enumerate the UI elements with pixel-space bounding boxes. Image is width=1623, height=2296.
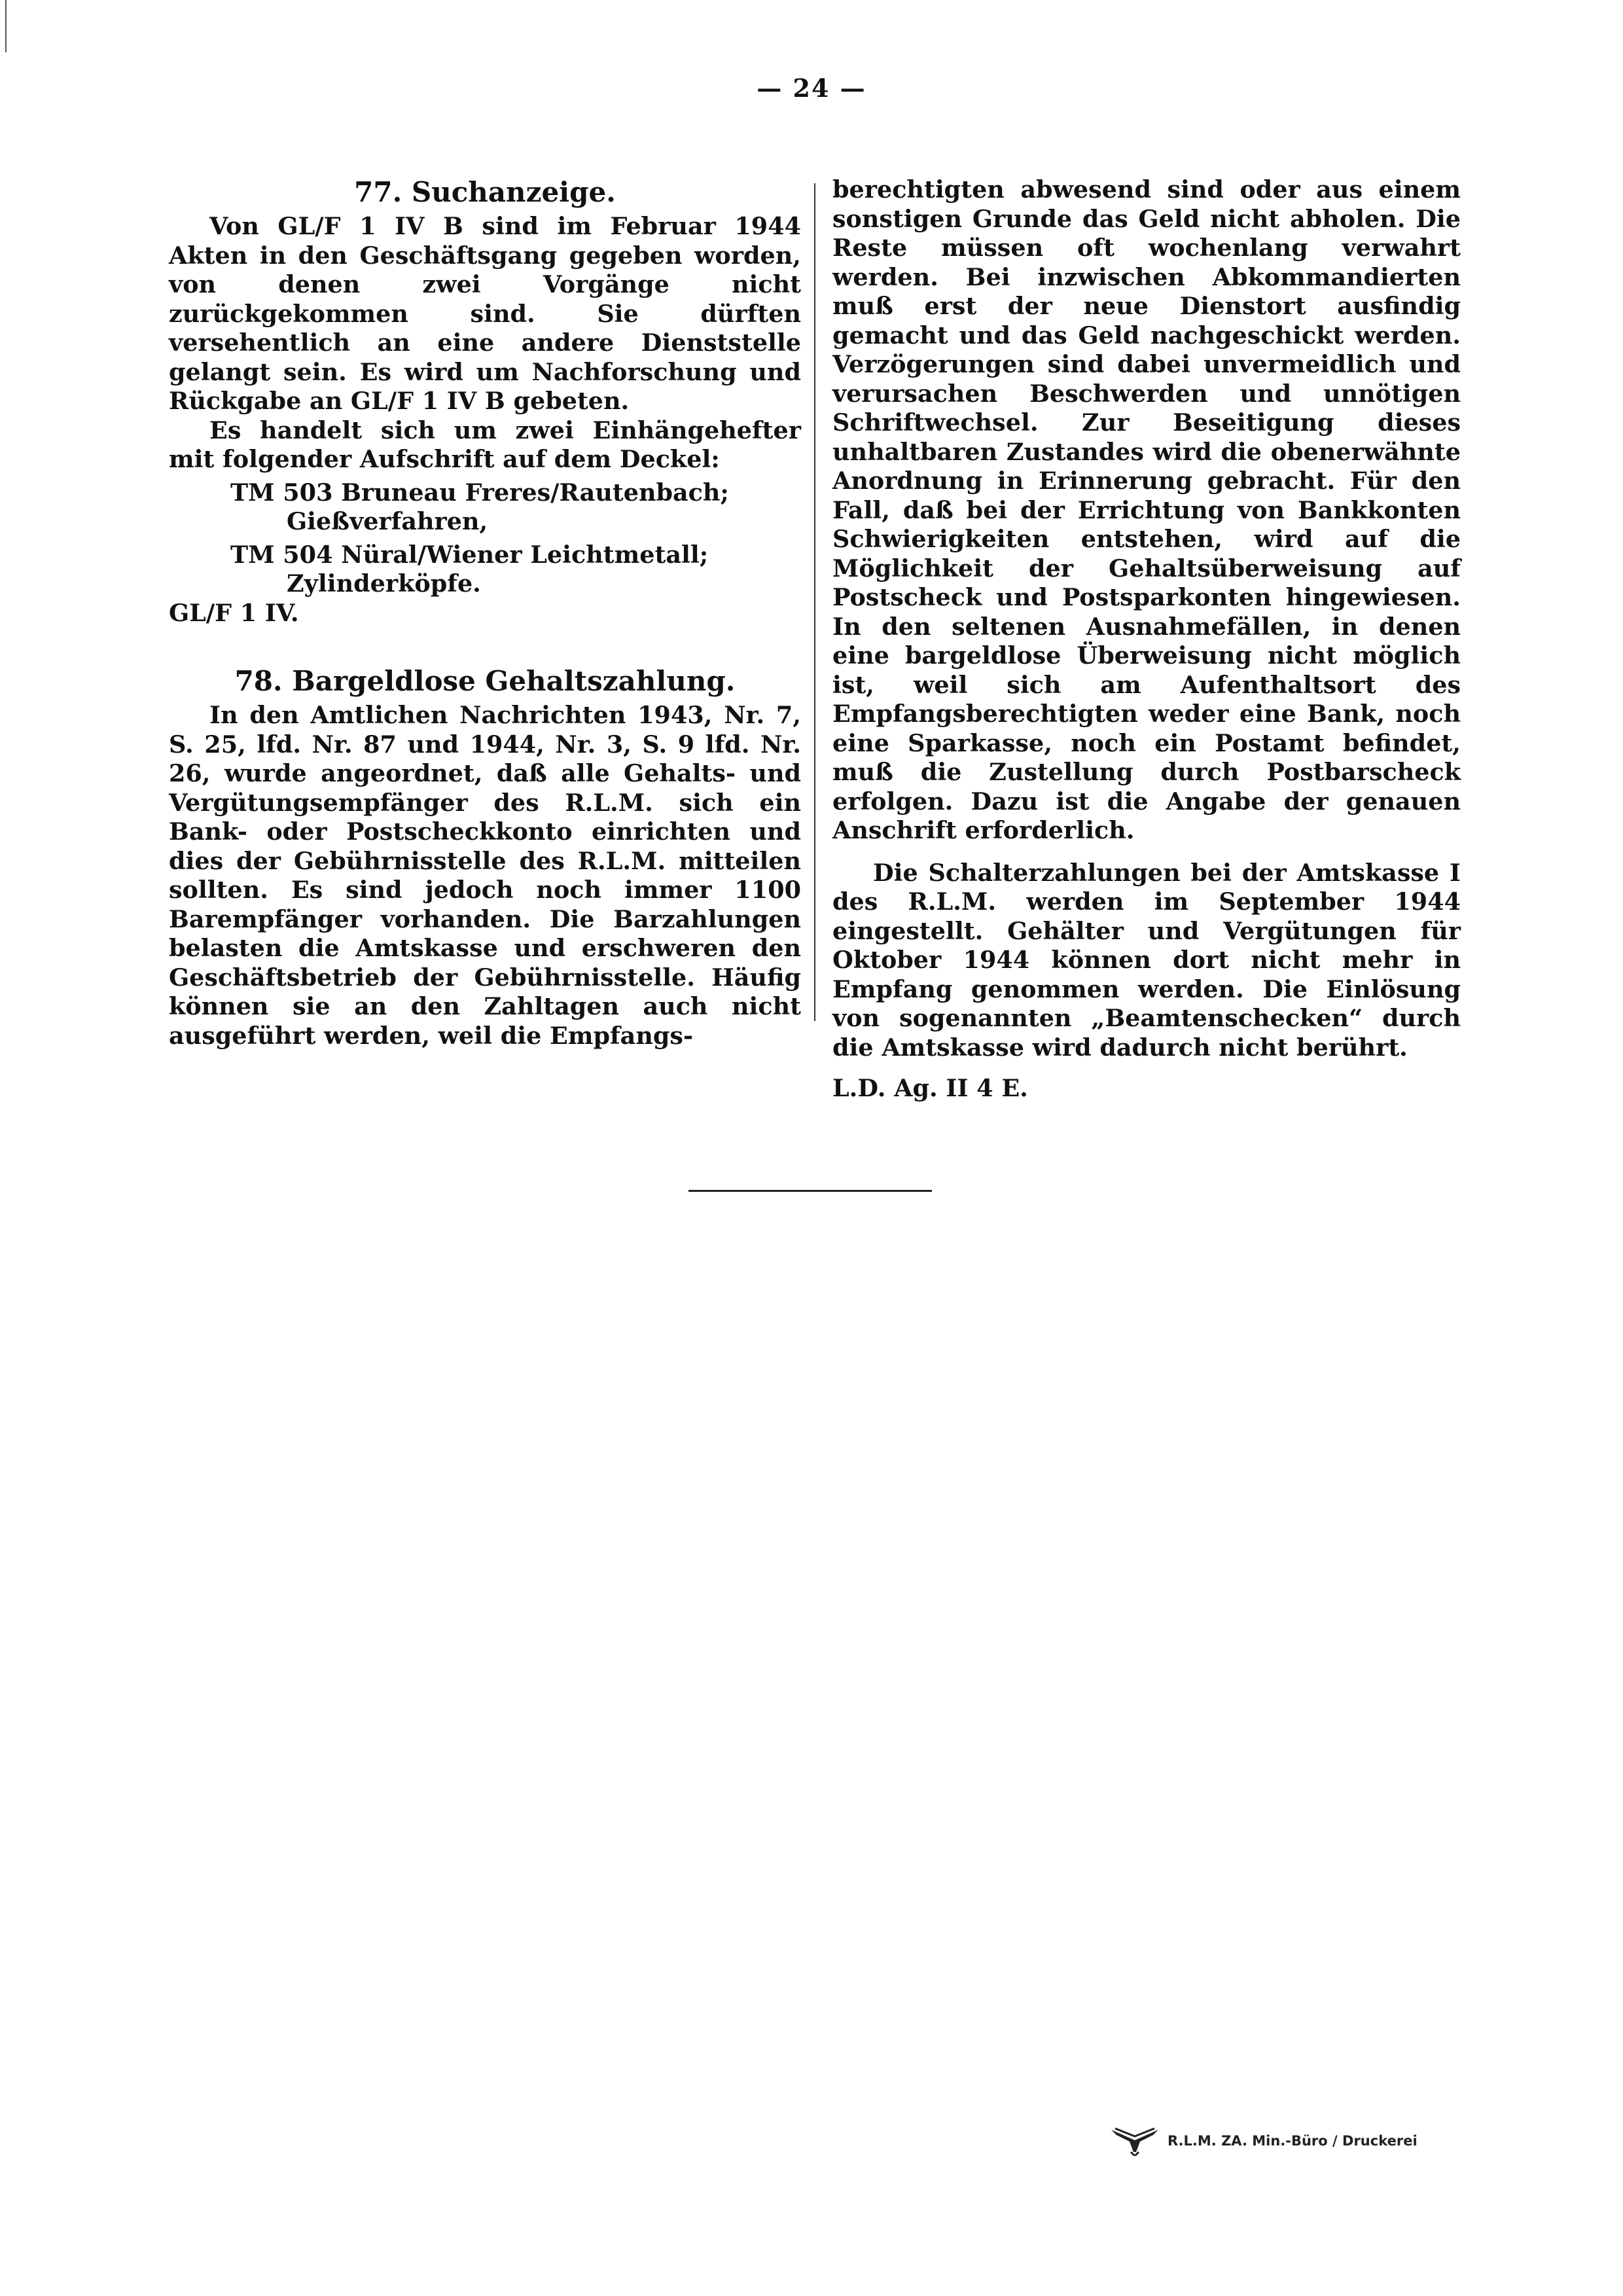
- section-78-paragraph-left: In den Amtlichen Nachrichten 1943, Nr. 7, S. 25, lfd. Nr. 87 und 1944, Nr. 3, S. 9 lfd. Nr. 26, wurde angeordnet, daß alle Gehalts- und Vergütungsempfänger des R.L.M. sich ein Bank- oder Postscheckkonto einrichten und dies der Gebührnisstelle des R.L.M. mitteilen sollten. Es sind jedoch noch immer 1100 Barempfänger vorhanden. Die Barzahlungen belasten die Amtskasse und erschweren den Geschäftsbetrieb der Gebührnisstelle. Häufig können sie an den Zahltagen auch nicht ausgeführt werden, weil die Empfangs-: [169, 701, 801, 1050]
- section-77-paragraph-2: Es handelt sich um zwei Einhängehefter mit folgender Aufschrift auf dem Deckel:: [169, 416, 801, 473]
- section-77-item-2-line-2: Zylinderköpfe.: [287, 569, 481, 598]
- section-78-paragraph-2: Die Schalterzahlungen bei der Amtskasse I des R.L.M. werden im September 1944 eingestellt. Gehälter und Vergütungen für Oktober 1944 können dort nicht mehr in Empfang genommen werden. Die Einlösung von sogenannten „Beamtenschecken“ durch die Amtskasse wird dadurch nicht berührt.: [832, 858, 1461, 1062]
- left-column: [169, 175, 801, 1050]
- footer-imprint: [1110, 2126, 1418, 2156]
- column-divider: [814, 183, 815, 1021]
- section-78-paragraph-continued: berechtigten abwesend sind oder aus einem sonstigen Grunde das Geld nicht abholen. Die Reste müssen oft wochenlang verwahrt werden. Bei inzwischen Abkommandierten muß erst der neue Dienstort ausfindig gemacht und das Geld nachgeschickt werden. Verzögerungen sind dabei unvermeidlich und verursachen Beschwerden und unnötigen Schriftwechsel. Zur Beseitigung dieses unhaltbaren Zustandes wird die obenerwähnte Anordnung in Erinnerung gebracht. Für den Fall, daß bei der Errichtung von Bankkonten Schwierigkeiten entstehen, wird auf die Möglichkeit der Gehaltsüberweisung auf Postscheck und Postsparkonten hingewiesen. In den seltenen Ausnahmefällen, in denen eine bargeldlose Überweisung nicht möglich ist, weil sich am Aufenthaltsort des Empfangsberechtigten weder eine Bank, noch eine Sparkasse, noch ein Postamt befindet, muß die Zustellung durch Postbarscheck erfolgen. Dazu ist die Angabe der genauen Anschrift erforderlich.: [832, 175, 1461, 844]
- section-77-signature: GL/F 1 IV.: [169, 598, 299, 627]
- section-78-signature: L.D. Ag. II 4 E.: [832, 1074, 1028, 1102]
- scan-edge-mark: [5, 0, 7, 52]
- section-77-item-1-line-2: Gießverfahren,: [287, 507, 488, 535]
- section-77-paragraph-1: Von GL/F 1 IV B sind im Februar 1944 Akten in den Geschäftsgang gegeben worden, von denen zwei Vorgänge nicht zurückgekommen sind. Sie dürften versehentlich an eine andere Dienststelle gelangt sein. Es wird um Nachforschung und Rückgabe an GL/F 1 IV B gebeten.: [169, 212, 801, 415]
- section-77-item-1-line-1: TM 503 Bruneau Freres/Rautenbach;: [230, 478, 729, 507]
- section-77-heading: 77. Suchanzeige.: [354, 176, 616, 208]
- footer-imprint-text: R.L.M. ZA. Min.-Büro / Druckerei: [1168, 2133, 1418, 2149]
- end-rule: [688, 1190, 932, 1192]
- section-77-item-2-line-1: TM 504 Nüral/Wiener Leichtmetall;: [230, 540, 709, 569]
- eagle-emblem-icon: [1110, 2126, 1160, 2156]
- right-column: [832, 175, 1461, 1103]
- section-78-heading: 78. Bargeldlose Gehaltszahlung.: [234, 665, 736, 697]
- page-number: — 24 —: [757, 73, 866, 103]
